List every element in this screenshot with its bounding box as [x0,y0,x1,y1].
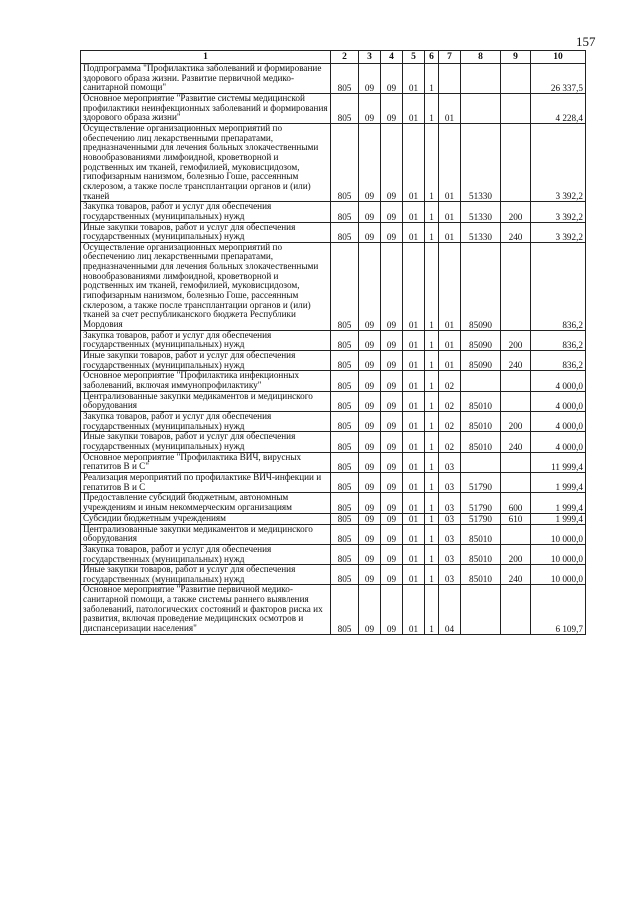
grbs-code-cell: 805 [331,452,359,472]
subsection-code-cell: 09 [381,202,403,222]
table-row [81,242,586,330]
expense-type-cell [501,242,531,330]
expense-type-cell [501,64,531,94]
subprogram-code-cell: 1 [425,432,439,452]
subprogram-code-cell: 1 [425,351,439,371]
row-name-cell: Централизованные закупки медикаментов и медицинского оборудования [81,391,331,411]
expense-type-cell: 200 [501,544,531,564]
measure-code-cell: 01 [439,202,461,222]
measure-code-cell: 03 [439,513,461,524]
direction-code-cell: 85090 [461,330,501,350]
program-code-cell: 01 [403,371,425,391]
direction-code-cell: 85010 [461,391,501,411]
subprogram-code-cell: 1 [425,93,439,123]
amount-cell: 1 999,4 [531,493,586,513]
subprogram-code-cell: 1 [425,565,439,585]
direction-code-cell: 51790 [461,493,501,513]
expense-type-cell [501,123,531,201]
section-code-cell: 09 [359,123,381,201]
row-name-cell: Иные закупки товаров, работ и услуг для обеспечения государственных (муниципальных) нужд [81,432,331,452]
amount-cell: 10 000,0 [531,544,586,564]
subsection-code-cell: 09 [381,411,403,431]
subsection-code-cell: 09 [381,64,403,94]
subprogram-code-cell: 1 [425,524,439,544]
header-cell: 8 [461,51,501,64]
subprogram-code-cell: 1 [425,242,439,330]
header-cell: 3 [359,51,381,64]
table-row [81,452,586,472]
measure-code-cell: 01 [439,242,461,330]
section-code-cell: 09 [359,513,381,524]
row-name-cell: Реализация мероприятий по профилактике ВИЧ-инфекции и гепатитов В и С [81,472,331,492]
section-code-cell: 09 [359,330,381,350]
program-code-cell: 01 [403,524,425,544]
expense-type-cell [501,585,531,634]
measure-code-cell: 03 [439,565,461,585]
subsection-code-cell: 09 [381,432,403,452]
grbs-code-cell: 805 [331,330,359,350]
table-row [81,351,586,371]
direction-code-cell: 85010 [461,544,501,564]
row-name-cell: Основное мероприятие "Развитие системы медицинской профилактики неинфекционных заболеваний и формирования здорового образа жизни" [81,93,331,123]
subsection-code-cell: 09 [381,330,403,350]
expense-type-cell: 200 [501,202,531,222]
subsection-code-cell: 09 [381,222,403,242]
row-name-cell: Закупка товаров, работ и услуг для обеспечения государственных (муниципальных) нужд [81,202,331,222]
expense-type-cell [501,371,531,391]
subsection-code-cell: 09 [381,472,403,492]
program-code-cell: 01 [403,565,425,585]
subsection-code-cell: 09 [381,452,403,472]
amount-cell: 3 392,2 [531,123,586,201]
table-row [81,64,586,94]
expense-type-cell: 600 [501,493,531,513]
program-code-cell: 01 [403,93,425,123]
subprogram-code-cell: 1 [425,411,439,431]
table-row [81,565,586,585]
program-code-cell: 01 [403,585,425,634]
amount-cell: 4 000,0 [531,411,586,431]
table-row [81,222,586,242]
direction-code-cell [461,93,501,123]
expense-type-cell [501,472,531,492]
direction-code-cell: 51330 [461,202,501,222]
program-code-cell: 01 [403,64,425,94]
row-name-cell: Иные закупки товаров, работ и услуг для обеспечения государственных (муниципальных) нужд [81,222,331,242]
expense-type-cell [501,391,531,411]
measure-code-cell: 01 [439,123,461,201]
section-code-cell: 09 [359,411,381,431]
table-row [81,202,586,222]
measure-code-cell: 03 [439,524,461,544]
grbs-code-cell: 805 [331,565,359,585]
direction-code-cell [461,585,501,634]
measure-code-cell [439,64,461,94]
subsection-code-cell: 09 [381,242,403,330]
section-code-cell: 09 [359,432,381,452]
expense-type-cell [501,452,531,472]
subsection-code-cell: 09 [381,544,403,564]
direction-code-cell: 85010 [461,565,501,585]
amount-cell: 3 392,2 [531,202,586,222]
subprogram-code-cell: 1 [425,544,439,564]
section-code-cell: 09 [359,64,381,94]
amount-cell: 836,2 [531,242,586,330]
subsection-code-cell: 09 [381,371,403,391]
row-name-cell: Закупка товаров, работ и услуг для обеспечения государственных (муниципальных) нужд [81,330,331,350]
table-row [81,411,586,431]
measure-code-cell: 03 [439,493,461,513]
subsection-code-cell: 09 [381,493,403,513]
row-name-cell: Основное мероприятие "Профилактика инфекционных заболеваний, включая иммунопрофилактику" [81,371,331,391]
program-code-cell: 01 [403,351,425,371]
direction-code-cell: 85090 [461,351,501,371]
direction-code-cell: 51790 [461,513,501,524]
table-row [81,585,586,634]
table-row [81,524,586,544]
table-row [81,93,586,123]
section-code-cell: 09 [359,371,381,391]
table-row [81,432,586,452]
subprogram-code-cell: 1 [425,452,439,472]
expense-type-cell [501,93,531,123]
amount-cell: 4 228,4 [531,93,586,123]
row-name-cell: Подпрограмма "Профилактика заболеваний и формирование здорового образа жизни. Развитие первичной медико-санитарной помощи" [81,64,331,94]
header-cell: 6 [425,51,439,64]
measure-code-cell: 03 [439,452,461,472]
amount-cell: 3 392,2 [531,222,586,242]
amount-cell: 10 000,0 [531,524,586,544]
subprogram-code-cell: 1 [425,493,439,513]
table-row [81,123,586,201]
grbs-code-cell: 805 [331,202,359,222]
expense-type-cell: 200 [501,411,531,431]
table-row [81,493,586,513]
measure-code-cell: 02 [439,371,461,391]
table-header-row [81,51,586,64]
program-code-cell: 01 [403,513,425,524]
program-code-cell: 01 [403,330,425,350]
header-cell: 10 [531,51,586,64]
program-code-cell: 01 [403,452,425,472]
program-code-cell: 01 [403,222,425,242]
section-code-cell: 09 [359,524,381,544]
amount-cell: 10 000,0 [531,565,586,585]
header-cell: 4 [381,51,403,64]
amount-cell: 4 000,0 [531,391,586,411]
subprogram-code-cell: 1 [425,585,439,634]
grbs-code-cell: 805 [331,371,359,391]
row-name-cell: Централизованные закупки медикаментов и медицинского оборудования [81,524,331,544]
row-name-cell: Закупка товаров, работ и услуг для обеспечения государственных (муниципальных) нужд [81,411,331,431]
direction-code-cell: 85090 [461,242,501,330]
subsection-code-cell: 09 [381,391,403,411]
grbs-code-cell: 805 [331,123,359,201]
expense-type-cell: 240 [501,565,531,585]
direction-code-cell: 85010 [461,432,501,452]
grbs-code-cell: 805 [331,472,359,492]
subprogram-code-cell: 1 [425,472,439,492]
amount-cell: 836,2 [531,351,586,371]
measure-code-cell: 02 [439,432,461,452]
section-code-cell: 09 [359,93,381,123]
grbs-code-cell: 805 [331,513,359,524]
measure-code-cell: 01 [439,93,461,123]
row-name-cell: Предоставление субсидий бюджетным, автономным учреждениям и иным некоммерческим организациям [81,493,331,513]
amount-cell: 4 000,0 [531,371,586,391]
subprogram-code-cell: 1 [425,371,439,391]
subprogram-code-cell: 1 [425,391,439,411]
measure-code-cell: 03 [439,472,461,492]
section-code-cell: 09 [359,565,381,585]
header-cell: 5 [403,51,425,64]
row-name-cell: Основное мероприятие "Развитие первичной медико-санитарной помощи, а также системы раннего выявления заболеваний, патологических состояний и факторов риска их развития, включая проведение медицинских осмотров и диспансеризации населения" [81,585,331,634]
table-row [81,371,586,391]
amount-cell: 4 000,0 [531,432,586,452]
row-name-cell: Субсидии бюджетным учреждениям [81,513,331,524]
table-row [81,391,586,411]
table-row [81,513,586,524]
measure-code-cell: 03 [439,544,461,564]
amount-cell: 6 109,7 [531,585,586,634]
grbs-code-cell: 805 [331,493,359,513]
grbs-code-cell: 805 [331,222,359,242]
section-code-cell: 09 [359,351,381,371]
measure-code-cell: 01 [439,222,461,242]
program-code-cell: 01 [403,472,425,492]
program-code-cell: 01 [403,544,425,564]
section-code-cell: 09 [359,391,381,411]
subprogram-code-cell: 1 [425,202,439,222]
subprogram-code-cell: 1 [425,123,439,201]
table-row [81,472,586,492]
grbs-code-cell: 805 [331,351,359,371]
direction-code-cell: 51790 [461,472,501,492]
grbs-code-cell: 805 [331,391,359,411]
row-name-cell: Иные закупки товаров, работ и услуг для обеспечения государственных (муниципальных) нужд [81,351,331,371]
subsection-code-cell: 09 [381,585,403,634]
header-cell: 1 [81,51,331,64]
table-row [81,544,586,564]
expense-type-cell [501,524,531,544]
section-code-cell: 09 [359,472,381,492]
program-code-cell: 01 [403,202,425,222]
row-name-cell: Осуществление организационных мероприятий по обеспечению лиц лекарственными препаратами, предназначенными для лечения больных злокачественными новообразованиями лимфоидной, кроветворной и родственных им тканей, гемофилией, муковисцидозом, гипофизарным нанизмом, болезнью Гоше, рассеянным склерозом, а также после трансплантации органов и (или) тканей за счет республиканского бюджета Республики Мордовия [81,242,331,330]
measure-code-cell: 02 [439,391,461,411]
program-code-cell: 01 [403,411,425,431]
subsection-code-cell: 09 [381,565,403,585]
grbs-code-cell: 805 [331,544,359,564]
page-number: 157 [576,34,596,49]
budget-table [80,50,586,635]
amount-cell: 1 999,4 [531,513,586,524]
subsection-code-cell: 09 [381,123,403,201]
subprogram-code-cell: 1 [425,222,439,242]
table-row [81,330,586,350]
grbs-code-cell: 805 [331,411,359,431]
expense-type-cell: 240 [501,351,531,371]
program-code-cell: 01 [403,242,425,330]
section-code-cell: 09 [359,585,381,634]
grbs-code-cell: 805 [331,432,359,452]
expense-type-cell: 240 [501,432,531,452]
section-code-cell: 09 [359,544,381,564]
header-cell: 9 [501,51,531,64]
subsection-code-cell: 09 [381,513,403,524]
expense-type-cell: 200 [501,330,531,350]
grbs-code-cell: 805 [331,242,359,330]
row-name-cell: Основное мероприятие "Профилактика ВИЧ, вирусных гепатитов В и С" [81,452,331,472]
program-code-cell: 01 [403,493,425,513]
subsection-code-cell: 09 [381,93,403,123]
row-name-cell: Иные закупки товаров, работ и услуг для обеспечения государственных (муниципальных) нужд [81,565,331,585]
direction-code-cell [461,371,501,391]
amount-cell: 26 337,5 [531,64,586,94]
measure-code-cell: 04 [439,585,461,634]
section-code-cell: 09 [359,222,381,242]
subprogram-code-cell: 1 [425,64,439,94]
program-code-cell: 01 [403,391,425,411]
program-code-cell: 01 [403,123,425,201]
direction-code-cell: 51330 [461,222,501,242]
amount-cell: 1 999,4 [531,472,586,492]
program-code-cell: 01 [403,432,425,452]
grbs-code-cell: 805 [331,524,359,544]
direction-code-cell: 85010 [461,411,501,431]
header-cell: 7 [439,51,461,64]
measure-code-cell: 02 [439,411,461,431]
measure-code-cell: 01 [439,330,461,350]
row-name-cell: Закупка товаров, работ и услуг для обеспечения государственных (муниципальных) нужд [81,544,331,564]
direction-code-cell: 51330 [461,123,501,201]
subprogram-code-cell: 1 [425,330,439,350]
direction-code-cell [461,452,501,472]
row-name-cell: Осуществление организационных мероприятий по обеспечению лиц лекарственными препаратами, предназначенными для лечения больных злокачественными новообразованиями лимфоидной, кроветворной и родственных им тканей, гемофилией, муковисцидозом, гипофизарным нанизмом, болезнью Гоше, рассеянным склерозом, а также после трансплантации органов и (или) тканей [81,123,331,201]
section-code-cell: 09 [359,452,381,472]
grbs-code-cell: 805 [331,93,359,123]
measure-code-cell: 01 [439,351,461,371]
subsection-code-cell: 09 [381,351,403,371]
direction-code-cell [461,64,501,94]
header-cell: 2 [331,51,359,64]
grbs-code-cell: 805 [331,585,359,634]
subprogram-code-cell: 1 [425,513,439,524]
subsection-code-cell: 09 [381,524,403,544]
section-code-cell: 09 [359,202,381,222]
amount-cell: 11 999,4 [531,452,586,472]
section-code-cell: 09 [359,242,381,330]
expense-type-cell: 240 [501,222,531,242]
section-code-cell: 09 [359,493,381,513]
grbs-code-cell: 805 [331,64,359,94]
expense-type-cell: 610 [501,513,531,524]
amount-cell: 836,2 [531,330,586,350]
direction-code-cell: 85010 [461,524,501,544]
